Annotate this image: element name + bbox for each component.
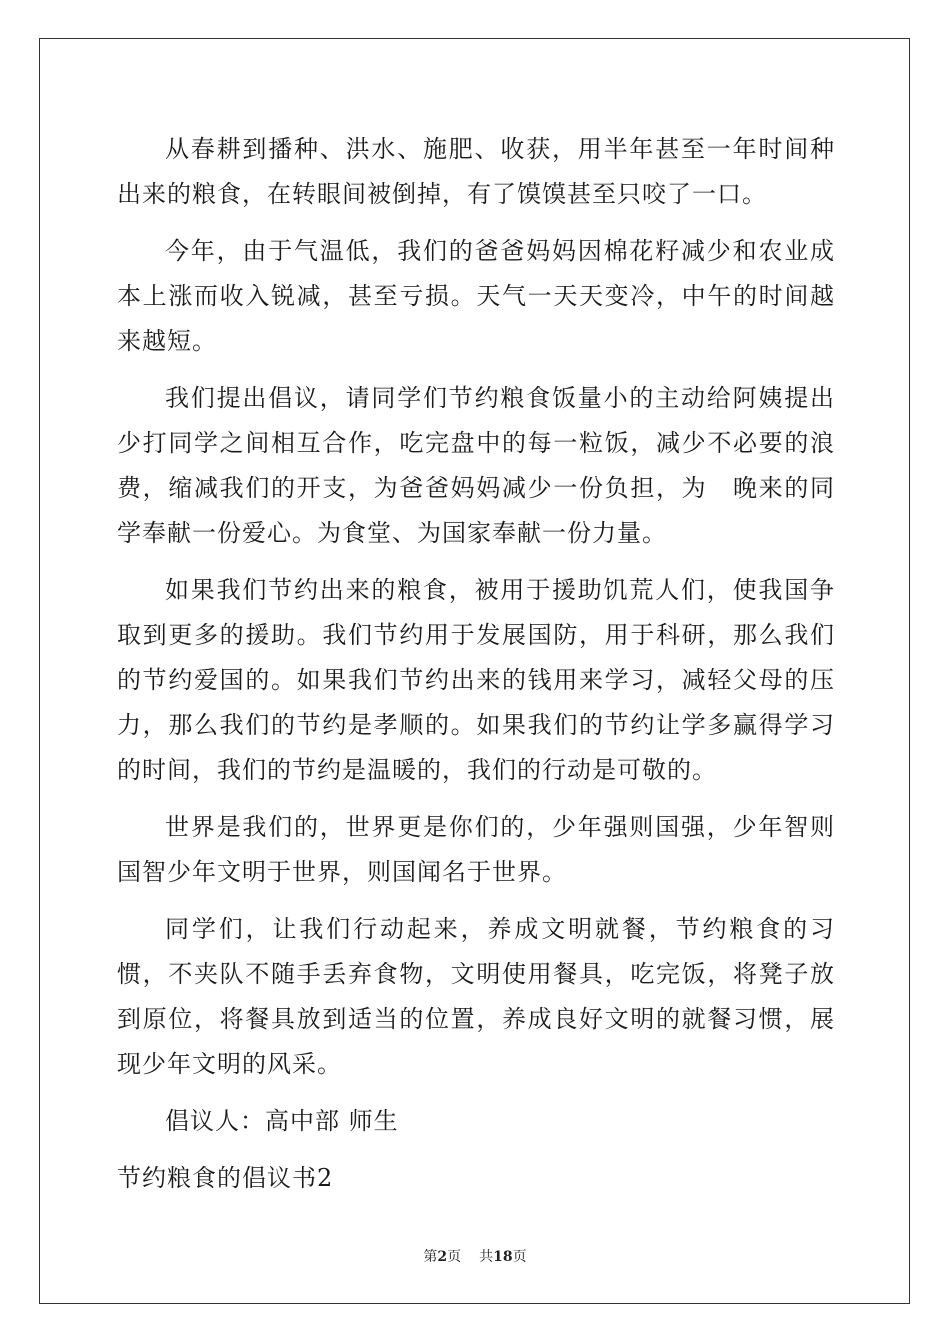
next-section-heading: 节约粮食的倡议书2 [117, 1164, 334, 1192]
paragraph: 从春耕到播种、洪水、施肥、收获，用半年甚至一年时间种出来的粮食，在转眼间被倒掉，有了馍馍甚至只咬了一口。 [117, 135, 835, 208]
paragraph: 同学们，让我们行动起来，养成文明就餐，节约粮食的习惯，不夹队不随手丢弃食物，文明使用餐具，吃完饭，将凳子放到原位，将餐具放到适当的位置，养成良好文明的就餐习惯，展现少年文明的风采。 [117, 915, 835, 1078]
document-body [117, 127, 835, 1201]
page-prefix: 第 [423, 1249, 438, 1265]
signature-line: 倡议人：高中部 师生 [165, 1107, 399, 1135]
page-current: 2 [437, 1249, 448, 1265]
paragraph: 如果我们节约出来的粮食，被用于援助饥荒人们，使我国争取到更多的援助。我们节约用于发展国防，用于科研，那么我们的节约爱国的。如果我们节约出来的钱用来学习，减轻父母的压力，那么我们的节约是孝顺的。如果我们的节约让学多赢得学习的时间，我们的节约是温暖的，我们的行动是可敬的。 [117, 576, 835, 784]
total-unit: 页 [512, 1249, 527, 1265]
total-prefix: 共 [479, 1249, 494, 1265]
paragraph: 今年，由于气温低，我们的爸爸妈妈因棉花籽减少和农业成本上涨而收入锐减，甚至亏损。天气一天天变冷，中午的时间越来越短。 [117, 237, 835, 355]
paragraph: 我们提出倡议，请同学们节约粮食饭量小的主动给阿姨提出少打同学之间相互合作，吃完盘中的每一粒饭，减少不必要的浪费，缩减我们的开支，为爸爸妈妈减少一份负担，为 晚来的同学奉献一份爱心。为食堂、为国家奉献一份力量。 [117, 384, 835, 547]
paragraph: 世界是我们的，世界更是你们的，少年强则国强，少年智则国智少年文明于世界，则国闻名于世界。 [117, 813, 835, 886]
page-footer [0, 1246, 950, 1266]
page-unit: 页 [447, 1249, 462, 1265]
page-total: 18 [493, 1249, 513, 1265]
